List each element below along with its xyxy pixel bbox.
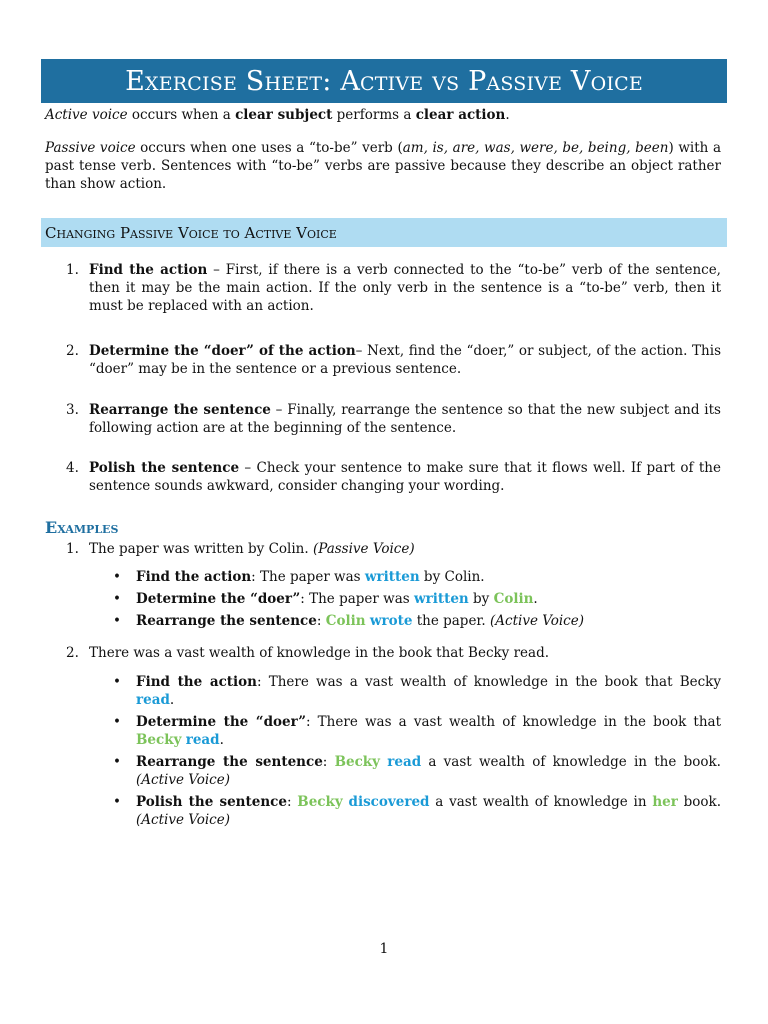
action-word: read xyxy=(387,754,422,770)
example-sentence: There was a vast wealth of knowledge in the book that Becky read. xyxy=(89,645,550,661)
steps-list xyxy=(45,261,721,495)
step-number: 3. xyxy=(66,402,79,418)
bullet-glyph: • xyxy=(113,569,121,585)
text-run: by xyxy=(468,591,494,607)
doer-word: Becky xyxy=(297,794,343,810)
voice-label: (Active Voice) xyxy=(136,772,230,788)
step-title: Rearrange the sentence xyxy=(89,402,271,418)
text-run: Find the action xyxy=(136,569,252,585)
text-run: Determine the “doer” xyxy=(136,591,301,607)
step-title: Polish the sentence xyxy=(89,460,240,476)
action-word: read xyxy=(136,692,170,708)
example-step xyxy=(45,753,721,789)
example-sentence xyxy=(89,540,721,558)
example-step xyxy=(45,590,721,608)
action-word: wrote xyxy=(369,613,413,629)
doer-word: Colin xyxy=(493,591,534,607)
text-run: The paper was written by Colin. xyxy=(89,541,313,557)
text-run: performs a xyxy=(332,107,416,123)
text-run: : There was a vast wealth of knowledge in the book that Becky xyxy=(256,674,721,690)
text-run: occurs when a xyxy=(127,107,236,123)
page-title-text: Exercise Sheet: Active vs Passive Voice xyxy=(125,65,643,97)
doer-word: Colin xyxy=(325,613,366,629)
example2-steps xyxy=(45,673,721,833)
step-item xyxy=(45,459,721,495)
voice-label: (Active Voice) xyxy=(490,613,584,629)
text-run: . xyxy=(169,692,175,708)
bullet-glyph: • xyxy=(113,613,121,629)
text-run: the paper. xyxy=(412,613,490,629)
text-run: book. xyxy=(677,794,722,810)
clear-action-term: clear action xyxy=(415,107,506,123)
section-heading-text: Changing Passive Voice to Active Voice xyxy=(45,223,337,242)
bullet-glyph: • xyxy=(113,674,121,690)
step-number: 1. xyxy=(66,262,79,278)
text-run: . xyxy=(219,732,224,748)
step-text: – Finally, rearrange the sentence so that the new subject and its following action are at the beginning of the sentence. xyxy=(89,402,721,436)
example-step xyxy=(45,673,721,709)
text-run: : The paper was xyxy=(251,569,365,585)
text-run: : xyxy=(286,794,298,810)
text-run: : The paper was xyxy=(300,591,414,607)
action-word: written xyxy=(413,591,469,607)
voice-label: (Passive Voice) xyxy=(312,541,415,557)
example-step xyxy=(45,612,721,630)
example-step xyxy=(45,793,721,829)
bullet-glyph: • xyxy=(113,714,121,730)
text-run: ) with a past tense verb. Sentences with “to-be” verbs are passive because they describe an object rather than show action. xyxy=(45,140,722,192)
action-word: read xyxy=(185,732,220,748)
action-word: discovered xyxy=(348,794,430,810)
text-run: Find the action xyxy=(136,674,257,690)
text-run: Rearrange the sentence xyxy=(136,754,323,770)
active-voice-definition xyxy=(45,106,721,124)
step-item xyxy=(45,401,721,437)
voice-label: (Active Voice) xyxy=(136,812,230,828)
text-run: . xyxy=(533,591,538,607)
example-step xyxy=(45,568,721,586)
text-run: a vast wealth of knowledge in the book. xyxy=(421,754,721,770)
text-run: Rearrange the sentence xyxy=(136,613,317,629)
text-run: a vast wealth of knowledge in xyxy=(429,794,653,810)
example-number: 1. xyxy=(66,541,79,557)
step-text: – Next, find the “doer,” or subject, of the action. This “doer” may be in the sentence or a previous sentence. xyxy=(89,343,721,377)
step-text: – First, if there is a verb connected to the “to-be” verb of the sentence, then it may be the main action. If the only verb in the sentence is a “to-be” verb, then it must be replaced with an action. xyxy=(89,262,721,314)
step-item xyxy=(45,261,721,315)
step-title: Find the action xyxy=(89,262,208,278)
page-title xyxy=(41,59,727,103)
text-run: : xyxy=(322,754,335,770)
section-heading xyxy=(41,218,727,247)
step-text: – Check your sentence to make sure that it flows well. If part of the sentence sounds awkward, consider changing your wording. xyxy=(89,460,721,494)
step-title: Determine the “doer” of the action xyxy=(89,343,356,359)
text-run: Polish the sentence xyxy=(136,794,287,810)
text-run: occurs when one uses a “to-be” verb ( xyxy=(135,140,403,156)
step-number: 4. xyxy=(66,460,79,476)
step-item xyxy=(45,342,721,378)
text-run: : xyxy=(316,613,326,629)
bullet-glyph: • xyxy=(113,591,121,607)
text-run: Determine the “doer” xyxy=(136,714,306,730)
passive-voice-term: Passive voice xyxy=(45,140,136,156)
text-run: . xyxy=(505,107,510,123)
text-run: by Colin. xyxy=(419,569,485,585)
to-be-verbs: am, is, are, was, were, be, being, been xyxy=(402,140,669,156)
doer-word: her xyxy=(652,794,678,810)
passive-voice-definition xyxy=(45,139,721,193)
example-step xyxy=(45,713,721,749)
action-word: written xyxy=(364,569,420,585)
doer-word: Becky xyxy=(136,732,182,748)
step-number: 2. xyxy=(66,343,79,359)
active-voice-term: Active voice xyxy=(45,107,128,123)
example-number: 2. xyxy=(66,645,79,661)
bullet-glyph: • xyxy=(113,754,121,770)
example1-steps xyxy=(45,568,721,634)
bullet-glyph: • xyxy=(113,794,121,810)
text-run: : There was a vast wealth of knowledge in the book that xyxy=(305,714,722,730)
page-number: 1 xyxy=(379,941,389,957)
clear-subject-term: clear subject xyxy=(235,107,333,123)
doer-word: Becky xyxy=(334,754,380,770)
examples-heading: Examples xyxy=(45,518,119,537)
